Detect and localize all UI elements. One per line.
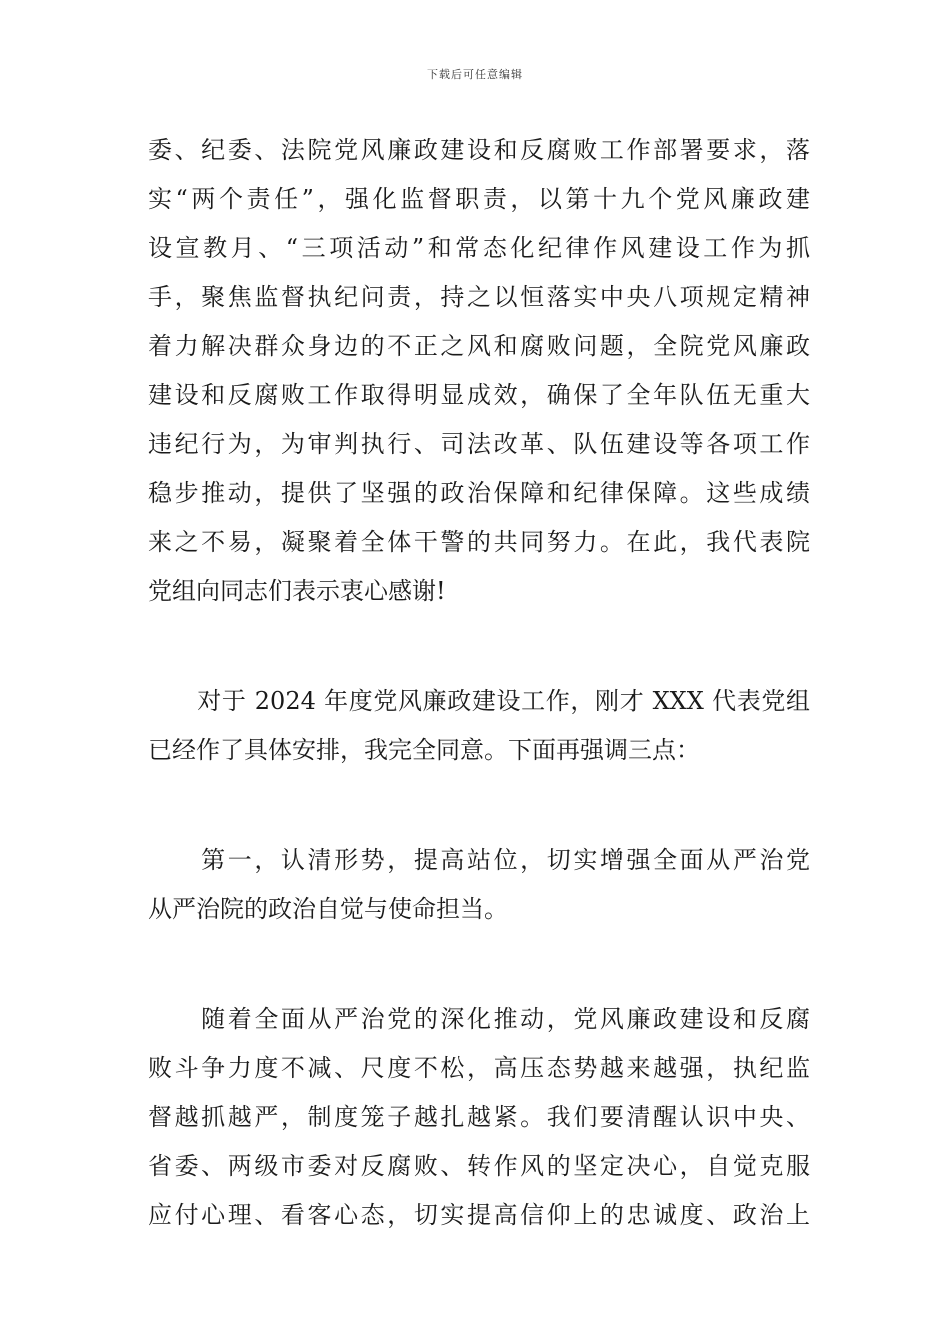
paragraph-4 — [148, 995, 810, 1240]
paragraph-gap — [148, 616, 810, 677]
paragraph-gap — [148, 775, 810, 836]
text-line: 第一，认清形势，提高站位，切实增强全面从严治党 — [148, 846, 810, 874]
text-line: 对于 2024 年度党风廉政建设工作，刚才 XXX 代表党组 — [148, 687, 810, 715]
text-line: 违纪行为，为审判执行、司法改革、队伍建设等各项工作 — [148, 430, 810, 458]
text-line: 败斗争力度不减、尺度不松，高压态势越来越强，执纪监 — [148, 1054, 810, 1082]
text-line: 手，聚焦监督执纪问责，持之以恒落实中央八项规定精神 — [148, 283, 810, 311]
document-body — [148, 126, 810, 1240]
text-line: 省委、两级市委对反腐败、转作风的坚定决心，自觉克服 — [148, 1152, 810, 1180]
text-line: 从严治院的政治自觉与使命担当。 — [148, 895, 508, 923]
text-line: 实“两个责任”，强化监督职责，以第十九个党风廉政建 — [148, 185, 810, 213]
text-line: 党组向同志们表示衷心感谢! — [148, 577, 446, 605]
text-line: 建设和反腐败工作取得明显成效，确保了全年队伍无重大 — [148, 381, 810, 409]
text-line: 委、纪委、法院党风廉政建设和反腐败工作部署要求，落 — [148, 136, 810, 164]
paragraph-1 — [148, 126, 810, 616]
text-line: 着力解决群众身边的不正之风和腐败问题，全院党风廉政 — [148, 332, 810, 360]
paragraph-3 — [148, 836, 810, 934]
text-line: 来之不易，凝聚着全体干警的共同努力。在此，我代表院 — [148, 528, 810, 556]
text-line: 已经作了具体安排，我完全同意。下面再强调三点： — [148, 736, 700, 764]
text-line: 随着全面从严治党的深化推动，党风廉政建设和反腐 — [148, 1005, 810, 1033]
text-line: 设宣教月、“三项活动”和常态化纪律作风建设工作为抓 — [148, 234, 810, 262]
paragraph-2 — [148, 677, 810, 775]
header-note: 下载后可任意编辑 — [427, 68, 523, 81]
text-line: 应付心理、看客心态，切实提高信仰上的忠诚度、政治上 — [148, 1201, 810, 1229]
paragraph-gap — [148, 934, 810, 995]
text-line: 稳步推动，提供了坚强的政治保障和纪律保障。这些成绩 — [148, 479, 810, 507]
text-line: 督越抓越严，制度笼子越扎越紧。我们要清醒认识中央、 — [148, 1103, 810, 1131]
